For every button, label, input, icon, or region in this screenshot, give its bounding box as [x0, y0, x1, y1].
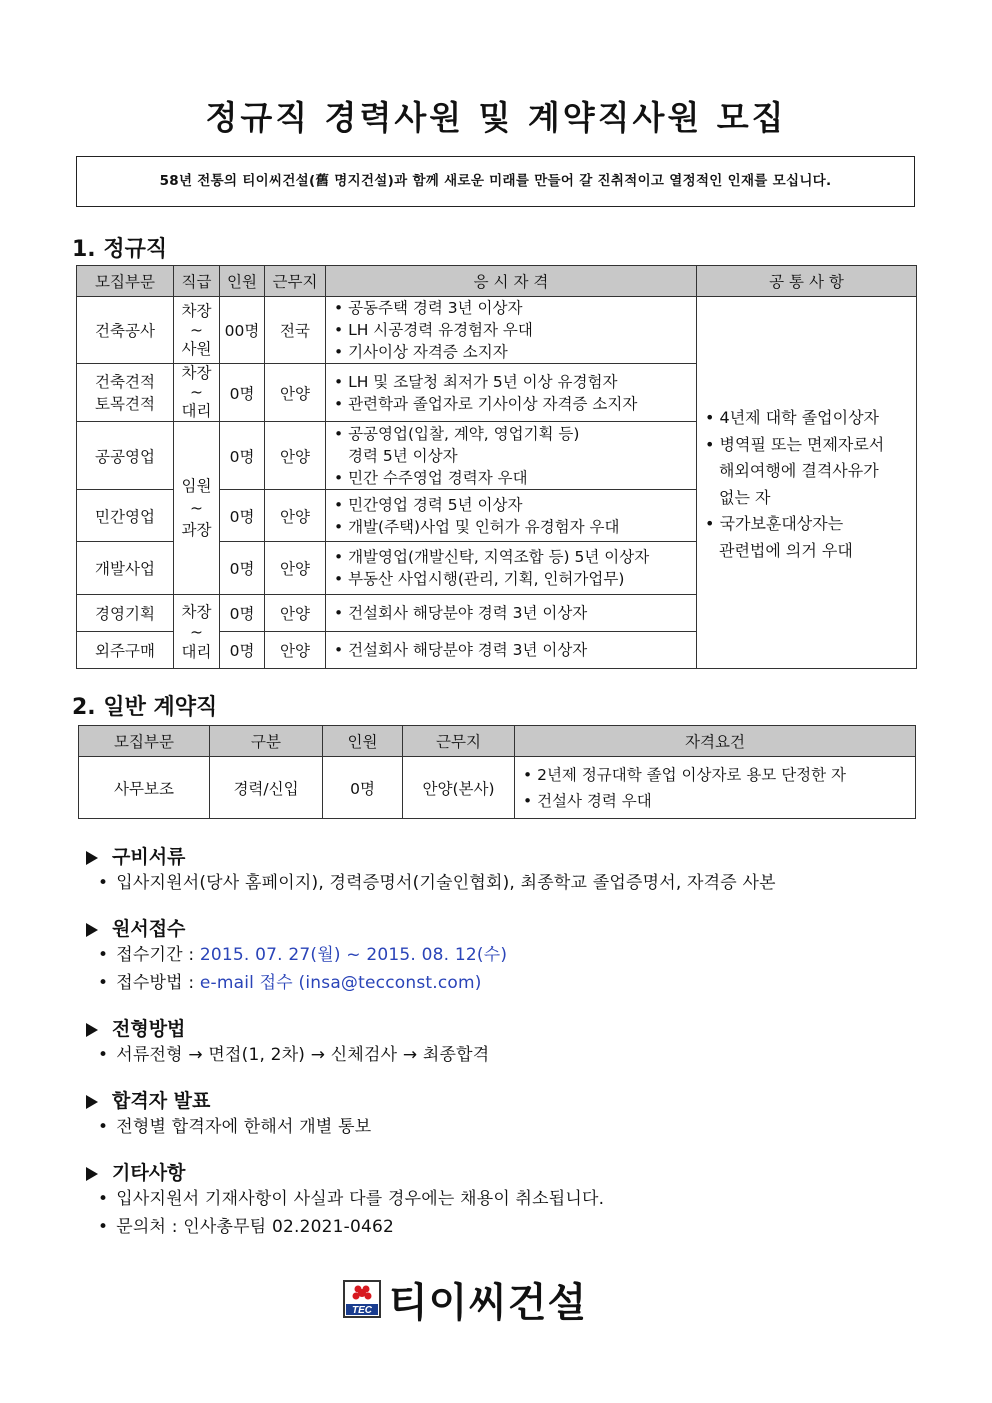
qualification-cell: • 건설회사 해당분야 경력 3년 이상자	[326, 595, 697, 632]
page-title: 정규직 경력사원 및 계약직사원 모집	[205, 98, 787, 137]
process-title: 전형방법	[112, 1018, 186, 1040]
col-header: 자격요건	[515, 726, 916, 757]
col-header: 직급	[174, 266, 220, 297]
qualification-cell: • 민간영업 경력 5년 이상자 • 개발(주택)사업 및 인허가 유경험자 우대	[326, 490, 697, 542]
count-cell: 0명	[220, 542, 265, 595]
triangle-bullet-icon	[86, 923, 98, 937]
location-cell: 안양	[265, 595, 326, 632]
rank-cell: 임원 ~ 과장	[174, 422, 220, 595]
col-header: 모집부문	[77, 266, 174, 297]
dept-cell: 개발사업	[77, 542, 174, 595]
col-header: 구분	[210, 726, 323, 757]
qualification-cell: • 공동주택 경력 3년 이상자 • LH 시공경력 유경험자 우대 • 기사이상 자격증 소지자	[326, 297, 697, 364]
location-cell: 안양	[265, 632, 326, 669]
section1-heading: 1. 정규직	[72, 237, 168, 262]
count-cell: 0명	[220, 595, 265, 632]
announce-title: 합격자 발표	[112, 1090, 211, 1112]
location-cell: 안양	[265, 422, 326, 490]
dept-cell: 민간영업	[77, 490, 174, 542]
triangle-bullet-icon	[86, 1095, 98, 1109]
triangle-bullet-icon	[86, 1167, 98, 1181]
announce-item: • 전형별 합격자에 한해서 개별 통보	[98, 1117, 372, 1137]
apply-title: 원서접수	[112, 918, 186, 940]
table-row	[77, 297, 917, 364]
etc-title: 기타사항	[112, 1162, 186, 1184]
qualification-cell: • LH 및 조달청 최저가 5년 이상 유경험자 • 관련학과 졸업자로 기사이상 자격증 소지자	[326, 364, 697, 422]
triangle-bullet-icon	[86, 1023, 98, 1037]
col-header: 근무지	[403, 726, 515, 757]
contract-table	[78, 725, 916, 819]
etc-item: • 문의처 : 인사총무팀 02.2021-0462	[98, 1217, 395, 1237]
etc-item: • 입사지원서 기재사항이 사실과 다를 경우에는 채용이 취소됩니다.	[98, 1189, 605, 1209]
col-header: 응 시 자 격	[326, 266, 697, 297]
dept-cell: 사무보조	[79, 757, 210, 819]
dept-cell: 외주구매	[77, 632, 174, 669]
qualification-cell: • 공공영업(입찰, 계약, 영업기획 등) 경력 5년 이상자 • 민간 수주영업 경력자 우대	[326, 422, 697, 490]
count-cell: 0명	[220, 364, 265, 422]
common-requirements-cell: • 4년제 대학 졸업이상자 • 병역필 또는 면제자로서 해외여행에 결격사유가 없는 자 • 국가보훈대상자는 관련법에 의거 우대	[697, 297, 917, 669]
table-header-row	[79, 726, 916, 757]
location-cell: 안양	[265, 490, 326, 542]
location-cell: 전국	[265, 297, 326, 364]
col-header: 모집부문	[79, 726, 210, 757]
count-cell: 0명	[220, 632, 265, 669]
docs-section	[84, 842, 776, 897]
location-cell: 안양	[265, 364, 326, 422]
location-cell: 안양	[265, 542, 326, 595]
company-logo	[343, 1278, 588, 1326]
process-item: • 서류전형 → 면접(1, 2차) → 신체검사 → 최종합격	[98, 1045, 490, 1065]
rank-cell: 차장 ~ 사원	[174, 297, 220, 364]
regular-table	[76, 265, 917, 669]
announce-section	[84, 1086, 371, 1141]
type-cell: 경력/신입	[210, 757, 323, 819]
qualification-cell: • 개발영업(개발신탁, 지역조합 등) 5년 이상자 • 부동산 사업시행(관리, 기획, 인허가업무)	[326, 542, 697, 595]
process-section	[84, 1014, 489, 1069]
apply-period: • 접수기간 : 2015. 07. 27(월) ~ 2015. 08. 12(수)	[98, 945, 508, 965]
company-logo-mark-icon	[343, 1280, 381, 1318]
location-cell: 안양(본사)	[403, 757, 515, 819]
count-cell: 0명	[220, 422, 265, 490]
col-header: 공 통 사 항	[697, 266, 917, 297]
qualification-cell: • 건설회사 해당분야 경력 3년 이상자	[326, 632, 697, 669]
docs-title: 구비서류	[112, 846, 186, 868]
dept-cell: 건축견적 토목견적	[77, 364, 174, 422]
table-row	[79, 757, 916, 819]
dept-cell: 건축공사	[77, 297, 174, 364]
etc-section	[84, 1158, 604, 1241]
company-logo-text: 티이씨건설	[389, 1279, 588, 1326]
rank-cell: 차장 ~ 대리	[174, 595, 220, 669]
intro-box: 58년 전통의 티이씨건설(舊 명지건설)과 함께 새로운 미래를 만들어 갈 진취적이고 열정적인 인재를 모십니다.	[76, 156, 915, 207]
apply-section	[84, 914, 507, 997]
apply-method: • 접수방법 : e-mail 접수 (insa@tecconst.com)	[98, 973, 482, 993]
col-header: 근무지	[265, 266, 326, 297]
svg-text:TEC: TEC	[352, 1305, 372, 1316]
col-header: 인원	[323, 726, 403, 757]
count-cell: 0명	[323, 757, 403, 819]
section2-heading: 2. 일반 계약직	[72, 695, 218, 720]
docs-item: • 입사지원서(당사 홈페이지), 경력증명서(기술인협회), 최종학교 졸업증명서, 자격증 사본	[98, 873, 776, 893]
col-header: 인원	[220, 266, 265, 297]
count-cell: 0명	[220, 490, 265, 542]
qualification-cell: • 2년제 정규대학 졸업 이상자로 용모 단정한 자 • 건설사 경력 우대	[515, 757, 916, 819]
dept-cell: 경영기획	[77, 595, 174, 632]
count-cell: 00명	[220, 297, 265, 364]
dept-cell: 공공영업	[77, 422, 174, 490]
rank-cell: 차장 ~ 대리	[174, 364, 220, 422]
triangle-bullet-icon	[86, 851, 98, 865]
table-header-row	[77, 266, 917, 297]
